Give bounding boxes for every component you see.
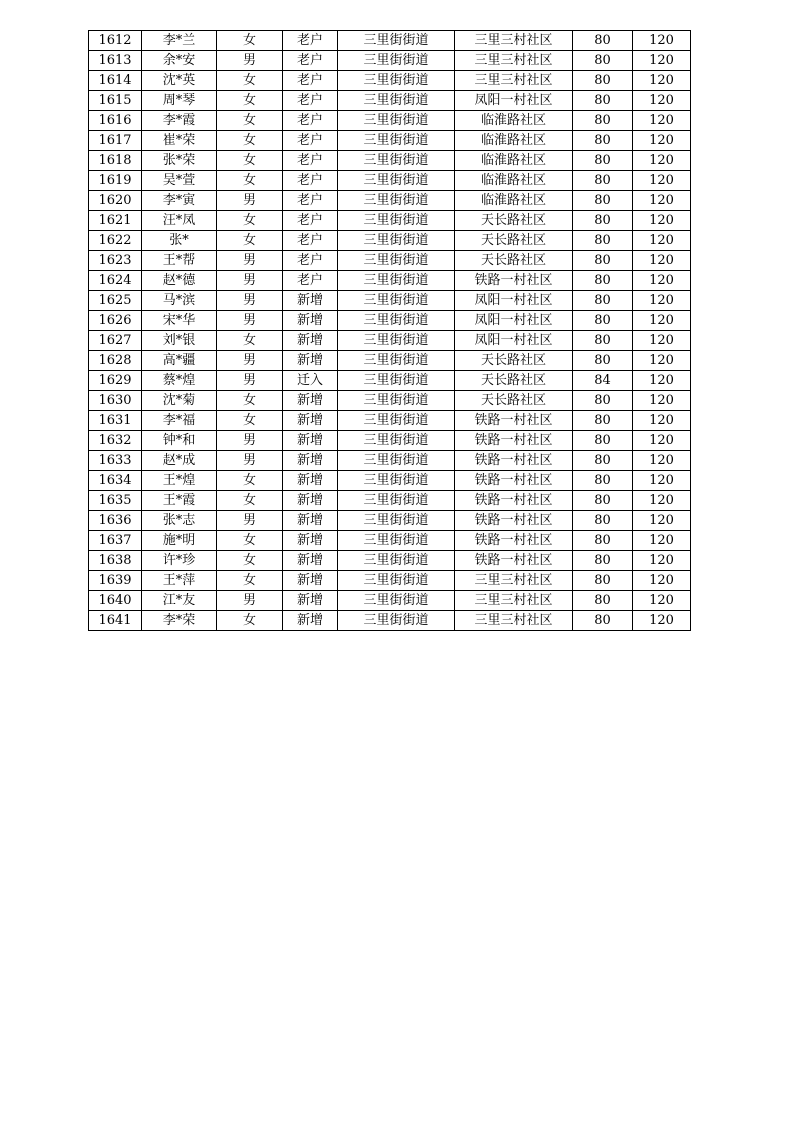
- table-row: [89, 151, 691, 171]
- gender-cell: 女: [217, 471, 283, 491]
- street-cell: 三里街街道: [338, 111, 455, 131]
- name-cell: 马*滨: [142, 291, 217, 311]
- street-cell: 三里街街道: [338, 531, 455, 551]
- amount-cell: 120: [633, 471, 691, 491]
- age-cell: 80: [573, 191, 633, 211]
- street-cell: 三里街街道: [338, 471, 455, 491]
- community-cell: 天长路社区: [455, 211, 573, 231]
- type-cell: 老户: [283, 31, 338, 51]
- amount-cell: 120: [633, 291, 691, 311]
- type-cell: 老户: [283, 251, 338, 271]
- id-cell: 1631: [89, 411, 142, 431]
- amount-cell: 120: [633, 191, 691, 211]
- gender-cell: 女: [217, 31, 283, 51]
- age-cell: 80: [573, 531, 633, 551]
- age-cell: 80: [573, 291, 633, 311]
- id-cell: 1638: [89, 551, 142, 571]
- community-cell: 铁路一村社区: [455, 411, 573, 431]
- type-cell: 新增: [283, 471, 338, 491]
- id-cell: 1621: [89, 211, 142, 231]
- amount-cell: 120: [633, 491, 691, 511]
- community-cell: 铁路一村社区: [455, 271, 573, 291]
- age-cell: 80: [573, 611, 633, 631]
- community-cell: 铁路一村社区: [455, 451, 573, 471]
- street-cell: 三里街街道: [338, 191, 455, 211]
- amount-cell: 120: [633, 111, 691, 131]
- street-cell: 三里街街道: [338, 331, 455, 351]
- amount-cell: 120: [633, 431, 691, 451]
- street-cell: 三里街街道: [338, 251, 455, 271]
- gender-cell: 男: [217, 191, 283, 211]
- type-cell: 老户: [283, 171, 338, 191]
- gender-cell: 女: [217, 531, 283, 551]
- amount-cell: 120: [633, 271, 691, 291]
- type-cell: 新增: [283, 351, 338, 371]
- id-cell: 1635: [89, 491, 142, 511]
- age-cell: 80: [573, 431, 633, 451]
- street-cell: 三里街街道: [338, 231, 455, 251]
- type-cell: 老户: [283, 51, 338, 71]
- name-cell: 李*荣: [142, 611, 217, 631]
- community-cell: 临淮路社区: [455, 151, 573, 171]
- amount-cell: 120: [633, 51, 691, 71]
- age-cell: 80: [573, 271, 633, 291]
- roster-table-body: [89, 31, 691, 631]
- gender-cell: 女: [217, 111, 283, 131]
- roster-table: [88, 30, 691, 631]
- name-cell: 江*友: [142, 591, 217, 611]
- amount-cell: 120: [633, 511, 691, 531]
- age-cell: 80: [573, 571, 633, 591]
- amount-cell: 120: [633, 591, 691, 611]
- id-cell: 1626: [89, 311, 142, 331]
- community-cell: 三里三村社区: [455, 591, 573, 611]
- gender-cell: 男: [217, 591, 283, 611]
- table-row: [89, 511, 691, 531]
- id-cell: 1622: [89, 231, 142, 251]
- community-cell: 凤阳一村社区: [455, 91, 573, 111]
- amount-cell: 120: [633, 91, 691, 111]
- amount-cell: 120: [633, 331, 691, 351]
- street-cell: 三里街街道: [338, 431, 455, 451]
- community-cell: 临淮路社区: [455, 131, 573, 151]
- id-cell: 1634: [89, 471, 142, 491]
- gender-cell: 男: [217, 251, 283, 271]
- gender-cell: 女: [217, 411, 283, 431]
- type-cell: 新增: [283, 531, 338, 551]
- community-cell: 三里三村社区: [455, 611, 573, 631]
- amount-cell: 120: [633, 131, 691, 151]
- name-cell: 蔡*煌: [142, 371, 217, 391]
- community-cell: 铁路一村社区: [455, 431, 573, 451]
- age-cell: 80: [573, 151, 633, 171]
- id-cell: 1617: [89, 131, 142, 151]
- id-cell: 1615: [89, 91, 142, 111]
- type-cell: 新增: [283, 571, 338, 591]
- gender-cell: 女: [217, 331, 283, 351]
- age-cell: 80: [573, 51, 633, 71]
- name-cell: 王*萍: [142, 571, 217, 591]
- community-cell: 天长路社区: [455, 351, 573, 371]
- table-row: [89, 411, 691, 431]
- amount-cell: 120: [633, 571, 691, 591]
- community-cell: 临淮路社区: [455, 191, 573, 211]
- gender-cell: 女: [217, 551, 283, 571]
- type-cell: 老户: [283, 131, 338, 151]
- name-cell: 张*荣: [142, 151, 217, 171]
- community-cell: 铁路一村社区: [455, 491, 573, 511]
- name-cell: 李*福: [142, 411, 217, 431]
- age-cell: 80: [573, 211, 633, 231]
- age-cell: 80: [573, 131, 633, 151]
- type-cell: 新增: [283, 431, 338, 451]
- street-cell: 三里街街道: [338, 31, 455, 51]
- table-row: [89, 311, 691, 331]
- type-cell: 迁入: [283, 371, 338, 391]
- id-cell: 1614: [89, 71, 142, 91]
- gender-cell: 男: [217, 351, 283, 371]
- table-row: [89, 471, 691, 491]
- community-cell: 天长路社区: [455, 231, 573, 251]
- age-cell: 80: [573, 311, 633, 331]
- id-cell: 1616: [89, 111, 142, 131]
- table-row: [89, 111, 691, 131]
- name-cell: 李*兰: [142, 31, 217, 51]
- type-cell: 老户: [283, 271, 338, 291]
- name-cell: 赵*成: [142, 451, 217, 471]
- id-cell: 1640: [89, 591, 142, 611]
- amount-cell: 120: [633, 171, 691, 191]
- street-cell: 三里街街道: [338, 491, 455, 511]
- table-row: [89, 31, 691, 51]
- amount-cell: 120: [633, 391, 691, 411]
- community-cell: 天长路社区: [455, 371, 573, 391]
- community-cell: 天长路社区: [455, 391, 573, 411]
- id-cell: 1625: [89, 291, 142, 311]
- amount-cell: 120: [633, 611, 691, 631]
- name-cell: 汪*凤: [142, 211, 217, 231]
- name-cell: 宋*华: [142, 311, 217, 331]
- community-cell: 三里三村社区: [455, 31, 573, 51]
- community-cell: 三里三村社区: [455, 71, 573, 91]
- amount-cell: 120: [633, 411, 691, 431]
- amount-cell: 120: [633, 351, 691, 371]
- community-cell: 三里三村社区: [455, 51, 573, 71]
- name-cell: 周*琴: [142, 91, 217, 111]
- table-row: [89, 291, 691, 311]
- age-cell: 80: [573, 451, 633, 471]
- community-cell: 铁路一村社区: [455, 471, 573, 491]
- table-row: [89, 71, 691, 91]
- table-row: [89, 571, 691, 591]
- id-cell: 1618: [89, 151, 142, 171]
- street-cell: 三里街街道: [338, 131, 455, 151]
- name-cell: 张*: [142, 231, 217, 251]
- type-cell: 新增: [283, 511, 338, 531]
- type-cell: 新增: [283, 291, 338, 311]
- gender-cell: 男: [217, 511, 283, 531]
- type-cell: 新增: [283, 331, 338, 351]
- street-cell: 三里街街道: [338, 411, 455, 431]
- name-cell: 吴*萱: [142, 171, 217, 191]
- amount-cell: 120: [633, 31, 691, 51]
- gender-cell: 女: [217, 571, 283, 591]
- gender-cell: 男: [217, 271, 283, 291]
- street-cell: 三里街街道: [338, 391, 455, 411]
- amount-cell: 120: [633, 251, 691, 271]
- street-cell: 三里街街道: [338, 311, 455, 331]
- table-row: [89, 331, 691, 351]
- name-cell: 王*帮: [142, 251, 217, 271]
- id-cell: 1613: [89, 51, 142, 71]
- gender-cell: 女: [217, 91, 283, 111]
- gender-cell: 男: [217, 291, 283, 311]
- table-row: [89, 231, 691, 251]
- table-row: [89, 391, 691, 411]
- table-row: [89, 251, 691, 271]
- community-cell: 三里三村社区: [455, 571, 573, 591]
- amount-cell: 120: [633, 71, 691, 91]
- gender-cell: 女: [217, 611, 283, 631]
- name-cell: 施*明: [142, 531, 217, 551]
- street-cell: 三里街街道: [338, 71, 455, 91]
- id-cell: 1633: [89, 451, 142, 471]
- id-cell: 1627: [89, 331, 142, 351]
- id-cell: 1632: [89, 431, 142, 451]
- street-cell: 三里街街道: [338, 371, 455, 391]
- age-cell: 84: [573, 371, 633, 391]
- type-cell: 老户: [283, 71, 338, 91]
- table-row: [89, 551, 691, 571]
- id-cell: 1628: [89, 351, 142, 371]
- age-cell: 80: [573, 231, 633, 251]
- name-cell: 钟*和: [142, 431, 217, 451]
- gender-cell: 男: [217, 451, 283, 471]
- id-cell: 1623: [89, 251, 142, 271]
- id-cell: 1619: [89, 171, 142, 191]
- street-cell: 三里街街道: [338, 451, 455, 471]
- community-cell: 铁路一村社区: [455, 551, 573, 571]
- table-row: [89, 371, 691, 391]
- type-cell: 老户: [283, 151, 338, 171]
- name-cell: 许*珍: [142, 551, 217, 571]
- name-cell: 崔*荣: [142, 131, 217, 151]
- street-cell: 三里街街道: [338, 171, 455, 191]
- street-cell: 三里街街道: [338, 91, 455, 111]
- table-row: [89, 131, 691, 151]
- name-cell: 高*疆: [142, 351, 217, 371]
- type-cell: 新增: [283, 391, 338, 411]
- age-cell: 80: [573, 471, 633, 491]
- type-cell: 老户: [283, 191, 338, 211]
- table-row: [89, 531, 691, 551]
- age-cell: 80: [573, 91, 633, 111]
- community-cell: 临淮路社区: [455, 111, 573, 131]
- community-cell: 凤阳一村社区: [455, 311, 573, 331]
- street-cell: 三里街街道: [338, 271, 455, 291]
- street-cell: 三里街街道: [338, 151, 455, 171]
- amount-cell: 120: [633, 231, 691, 251]
- gender-cell: 女: [217, 151, 283, 171]
- name-cell: 赵*德: [142, 271, 217, 291]
- age-cell: 80: [573, 31, 633, 51]
- type-cell: 新增: [283, 411, 338, 431]
- name-cell: 李*霞: [142, 111, 217, 131]
- name-cell: 王*煌: [142, 471, 217, 491]
- street-cell: 三里街街道: [338, 51, 455, 71]
- gender-cell: 男: [217, 311, 283, 331]
- table-row: [89, 351, 691, 371]
- table-row: [89, 591, 691, 611]
- type-cell: 新增: [283, 591, 338, 611]
- id-cell: 1636: [89, 511, 142, 531]
- amount-cell: 120: [633, 551, 691, 571]
- type-cell: 老户: [283, 111, 338, 131]
- age-cell: 80: [573, 491, 633, 511]
- gender-cell: 女: [217, 71, 283, 91]
- name-cell: 张*志: [142, 511, 217, 531]
- table-row: [89, 51, 691, 71]
- table-row: [89, 611, 691, 631]
- age-cell: 80: [573, 591, 633, 611]
- age-cell: 80: [573, 251, 633, 271]
- name-cell: 刘*银: [142, 331, 217, 351]
- age-cell: 80: [573, 171, 633, 191]
- id-cell: 1641: [89, 611, 142, 631]
- amount-cell: 120: [633, 311, 691, 331]
- type-cell: 新增: [283, 491, 338, 511]
- amount-cell: 120: [633, 451, 691, 471]
- amount-cell: 120: [633, 531, 691, 551]
- gender-cell: 女: [217, 171, 283, 191]
- type-cell: 新增: [283, 311, 338, 331]
- age-cell: 80: [573, 411, 633, 431]
- table-row: [89, 191, 691, 211]
- id-cell: 1620: [89, 191, 142, 211]
- age-cell: 80: [573, 351, 633, 371]
- gender-cell: 女: [217, 391, 283, 411]
- age-cell: 80: [573, 331, 633, 351]
- gender-cell: 男: [217, 51, 283, 71]
- type-cell: 老户: [283, 211, 338, 231]
- id-cell: 1637: [89, 531, 142, 551]
- amount-cell: 120: [633, 371, 691, 391]
- community-cell: 临淮路社区: [455, 171, 573, 191]
- id-cell: 1639: [89, 571, 142, 591]
- community-cell: 铁路一村社区: [455, 511, 573, 531]
- name-cell: 余*安: [142, 51, 217, 71]
- id-cell: 1624: [89, 271, 142, 291]
- type-cell: 新增: [283, 611, 338, 631]
- age-cell: 80: [573, 71, 633, 91]
- table-row: [89, 91, 691, 111]
- gender-cell: 女: [217, 131, 283, 151]
- street-cell: 三里街街道: [338, 551, 455, 571]
- street-cell: 三里街街道: [338, 211, 455, 231]
- type-cell: 新增: [283, 551, 338, 571]
- name-cell: 沈*菊: [142, 391, 217, 411]
- type-cell: 新增: [283, 451, 338, 471]
- amount-cell: 120: [633, 211, 691, 231]
- id-cell: 1612: [89, 31, 142, 51]
- gender-cell: 女: [217, 491, 283, 511]
- street-cell: 三里街街道: [338, 611, 455, 631]
- id-cell: 1630: [89, 391, 142, 411]
- type-cell: 老户: [283, 231, 338, 251]
- name-cell: 沈*英: [142, 71, 217, 91]
- table-row: [89, 211, 691, 231]
- table-row: [89, 171, 691, 191]
- street-cell: 三里街街道: [338, 571, 455, 591]
- street-cell: 三里街街道: [338, 591, 455, 611]
- street-cell: 三里街街道: [338, 511, 455, 531]
- community-cell: 铁路一村社区: [455, 531, 573, 551]
- age-cell: 80: [573, 391, 633, 411]
- name-cell: 王*霞: [142, 491, 217, 511]
- amount-cell: 120: [633, 151, 691, 171]
- table-row: [89, 271, 691, 291]
- gender-cell: 女: [217, 231, 283, 251]
- street-cell: 三里街街道: [338, 291, 455, 311]
- type-cell: 老户: [283, 91, 338, 111]
- street-cell: 三里街街道: [338, 351, 455, 371]
- gender-cell: 男: [217, 431, 283, 451]
- table-row: [89, 451, 691, 471]
- age-cell: 80: [573, 551, 633, 571]
- table-row: [89, 491, 691, 511]
- name-cell: 李*寅: [142, 191, 217, 211]
- gender-cell: 男: [217, 371, 283, 391]
- age-cell: 80: [573, 511, 633, 531]
- community-cell: 天长路社区: [455, 251, 573, 271]
- age-cell: 80: [573, 111, 633, 131]
- community-cell: 凤阳一村社区: [455, 291, 573, 311]
- community-cell: 凤阳一村社区: [455, 331, 573, 351]
- gender-cell: 女: [217, 211, 283, 231]
- id-cell: 1629: [89, 371, 142, 391]
- table-row: [89, 431, 691, 451]
